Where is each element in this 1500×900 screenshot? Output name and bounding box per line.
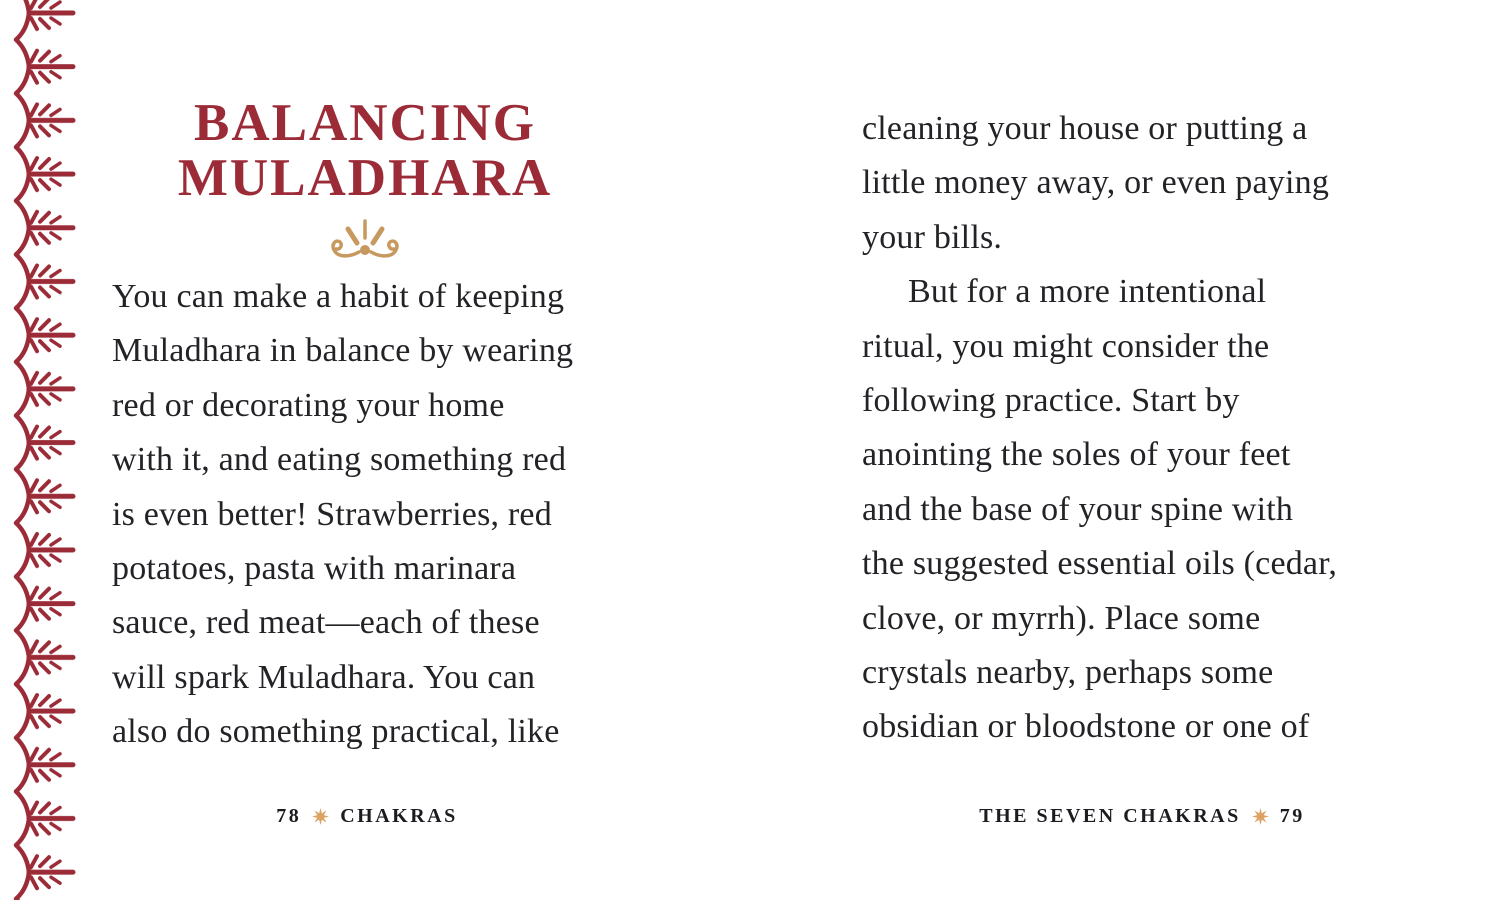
body-text-line: and the base of your spine with [862,490,1294,528]
page-number: 78 [276,804,302,827]
body-text-line: obsidian or bloodstone or one of [862,708,1310,746]
body-text-line: also do something practical, like [112,713,560,751]
star-icon [312,808,329,825]
footer-label: CHAKRAS [340,804,458,827]
left-page-body [112,270,652,760]
body-text-line: with it, and eating something red [112,441,567,479]
body-text-line: little money away, or even paying [862,164,1330,202]
body-text-line: cleaning your house or putting a [862,110,1308,147]
body-text-line: You can make a habit of keeping [112,278,565,315]
body-text-line: will spark Muladhara. You can [112,658,536,696]
page-title-line-1: BALANCING [194,94,536,152]
footer-label: THE SEVEN CHAKRAS [979,804,1241,827]
body-text-line: clove, or myrrh). Place some [862,599,1261,637]
title-ornament [100,216,630,267]
body-text-line: the suggested essential oils (cedar, [862,545,1338,583]
body-text-line: ritual, you might consider the [862,327,1270,365]
left-page-footer [112,801,622,831]
body-text-line: crystals nearby, perhaps some [862,654,1274,692]
body-text-line: potatoes, pasta with marinara [112,550,517,588]
body-text-line: following practice. Start by [862,382,1240,420]
gold-flourish-icon [309,216,421,262]
page-title-line-2: MULADHARA [177,149,553,207]
body-text-line: your bills. [862,218,1003,256]
page-title [100,96,630,206]
body-text-line: anointing the soles of your feet [862,436,1291,474]
decorative-floral-border-icon [0,0,80,900]
body-text-line: Muladhara in balance by wearing [112,332,574,370]
star-icon [1252,808,1269,825]
body-text-line: But for a more intentional [908,273,1267,311]
page-number: 79 [1279,804,1305,827]
body-text-line: is even better! Strawberries, red [112,495,552,533]
right-page-footer [862,801,1422,831]
right-page-body [862,102,1422,755]
body-text-line: sauce, red meat—each of these [112,604,540,642]
body-text-line: red or decorating your home [112,386,505,424]
